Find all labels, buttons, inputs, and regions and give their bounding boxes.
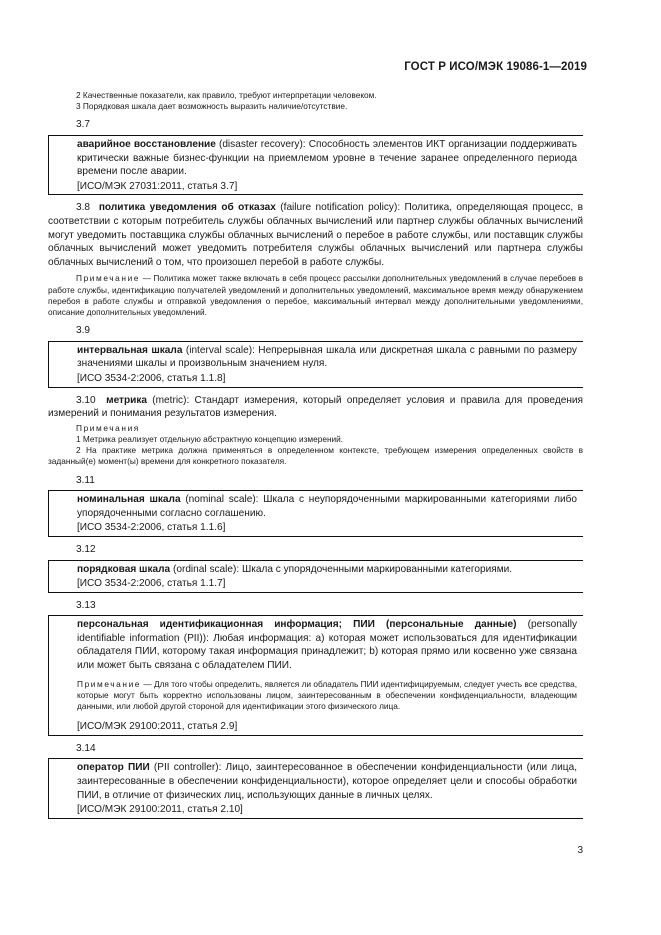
term-3-7-box [48,135,583,195]
term-3-11-def: (nominal scale): Шкала с неупорядоченными маркированными категориями либо упорядоченными согласно соглашению. [77,494,578,519]
term-3-11-definition [77,493,577,520]
page-content [48,90,583,819]
term-3-10-notes-label: Примечания [76,422,140,433]
term-3-9-number: 3.9 [76,325,91,337]
term-3-7-ref: [ИСО/МЭК 27031:2011, статья 3.7] [77,180,238,192]
note-2: 2 Качественные показатели, как правило, требуют интерпретации человеком. [76,90,377,100]
term-3-11-ref: [ИСО 3534-2:2006, статья 1.1.6] [77,522,226,534]
term-3-9-term: интервальная шкала [77,344,183,356]
term-3-14-number: 3.14 [76,742,96,754]
document-header: ГОСТ Р ИСО/МЭК 19086-1—2019 [404,61,587,73]
term-3-7-term: аварийное восстановление [77,139,216,150]
term-3-7-number: 3.7 [76,119,91,131]
term-3-9-box [48,341,583,388]
term-3-8-note [48,273,583,318]
term-3-10-term: метрика [106,394,148,406]
term-3-10-note-1: 1 Метрика реализует отдельную абстрактную концепцию измерений. [76,433,344,444]
term-3-9-ref: [ИСО 3534-2:2006, статья 1.1.8] [77,372,226,384]
term-3-10-def: (metric): Стандарт измерения, который определяет условия и правила для проведения измерений и понимания результатов измерения. [48,394,584,420]
term-3-10-note-2: 2 На практике метрика должна применяться в определенном контексте, требующем измерения определенных свойств в заданный(е) момент(ы) времени для конкретного показателя. [48,445,583,467]
term-3-13-note-label: Примечание [77,678,142,689]
term-3-14-definition [77,761,577,802]
term-3-9-definition [77,344,577,371]
term-3-8 [48,201,583,269]
term-3-14-term: оператор ПИИ [77,762,150,774]
term-3-7-definition [77,138,577,179]
term-3-10-number: 3.10 [76,394,96,406]
term-3-13-term: персональная идентификационная информация; ПИИ (персональные данные) [77,619,517,631]
term-3-11-box [48,490,583,537]
term-3-14-def: (PII controller): Лицо, заинтересованное в обеспечении конфиденциальности (или лица, заинтересованные в обеспечении конфиденциальности), которое определяет цели и способы обработки ПИИ, в отличие от физических лиц, использующих данные в личных целях. [77,762,577,801]
term-3-13-def: (personally identifiable information (PII)): Любая информация: а) которая может использоваться для идентификации обладателя ПИИ, которому такая информация принадлежит; b) которая прямо или косвенно уже связана или может быть связана с обладателем ПИИ. [77,619,577,672]
term-3-8-number: 3.8 [76,202,91,214]
term-3-12-box [48,560,583,593]
term-3-11-term: номинальная шкала [77,494,181,506]
term-3-13-number: 3.13 [76,599,96,611]
term-3-14-box [48,758,583,818]
page-number: 3 [577,845,583,856]
term-3-13-definition [77,618,577,672]
term-3-8-note-label: Примечание [76,273,141,284]
note-3: 3 Порядковая шкала дает возможность выразить наличие/отсутствие. [76,101,348,112]
term-3-8-term: политика уведомления об отказах [98,202,276,214]
term-3-12-def: (ordinal scale): Шкала с упорядоченными маркированными категориями. [170,563,513,575]
term-3-12-term: порядковая шкала [77,563,171,575]
term-3-8-def: (failure notification policy): Политика, определяющая процесс, в соответствии с которым потребитель службы облачных вычислений или партнер службы облачных вычислений могут уведомить поставщика службы облачных вычислений о перебое в работе службы, или поставщик службы облачных вычислений может уведомить потребителя службы облачных вычислений или партнера службы облачных вычислений о том, что произошел перебой в работе службы. [48,202,583,268]
term-3-10 [48,394,583,421]
term-3-13-ref: [ИСО/МЭК 29100:2011, статья 2.9] [77,721,238,733]
term-3-11-number: 3.11 [76,474,95,486]
term-3-9-def: (interval scale): Непрерывная шкала или дискретная шкала с равными по размеру значениями шкалы и произвольным значением нуля. [77,344,577,370]
term-3-13-box [48,615,583,736]
term-3-12-ref: [ИСО 3534-2:2006, статья 1.1.7] [77,578,226,590]
term-3-13-note [77,679,577,713]
term-3-7-def: (disaster recovery): Способность элементов ИКТ организации поддерживать критически важные бизнес-функции на приемлемом уровне в течение заранее определенного периода времени после аварии. [77,139,577,178]
term-3-12-definition [77,563,577,577]
term-3-12-number: 3.12 [76,543,96,555]
term-3-13-note-text: — Для того чтобы определить, является ли обладатель ПИИ идентифицируемым, следует учесть все средства, которые могут быть корректно использованы лицом, заинтересованным в обеспечении конфиденциальности, владеющим данными, или любой другой стороной для идентификации этого физического лица. [77,678,577,712]
term-3-14-ref: [ИСО/МЭК 29100:2011, статья 2.10] [77,804,243,816]
term-3-8-note-text: — Политика может также включать в себя процесс рассылки дополнительных уведомлений в случае перебоев в работе службы, идентификацию получателей уведомлений и дополнительных уведомлений, максимальное время между обнаружением перебоя в работе службы и отправкой уведомления о перебое, максимальный интервал между дополнительными уведомлениями, описание дополнительных уведомлений. [48,273,583,317]
